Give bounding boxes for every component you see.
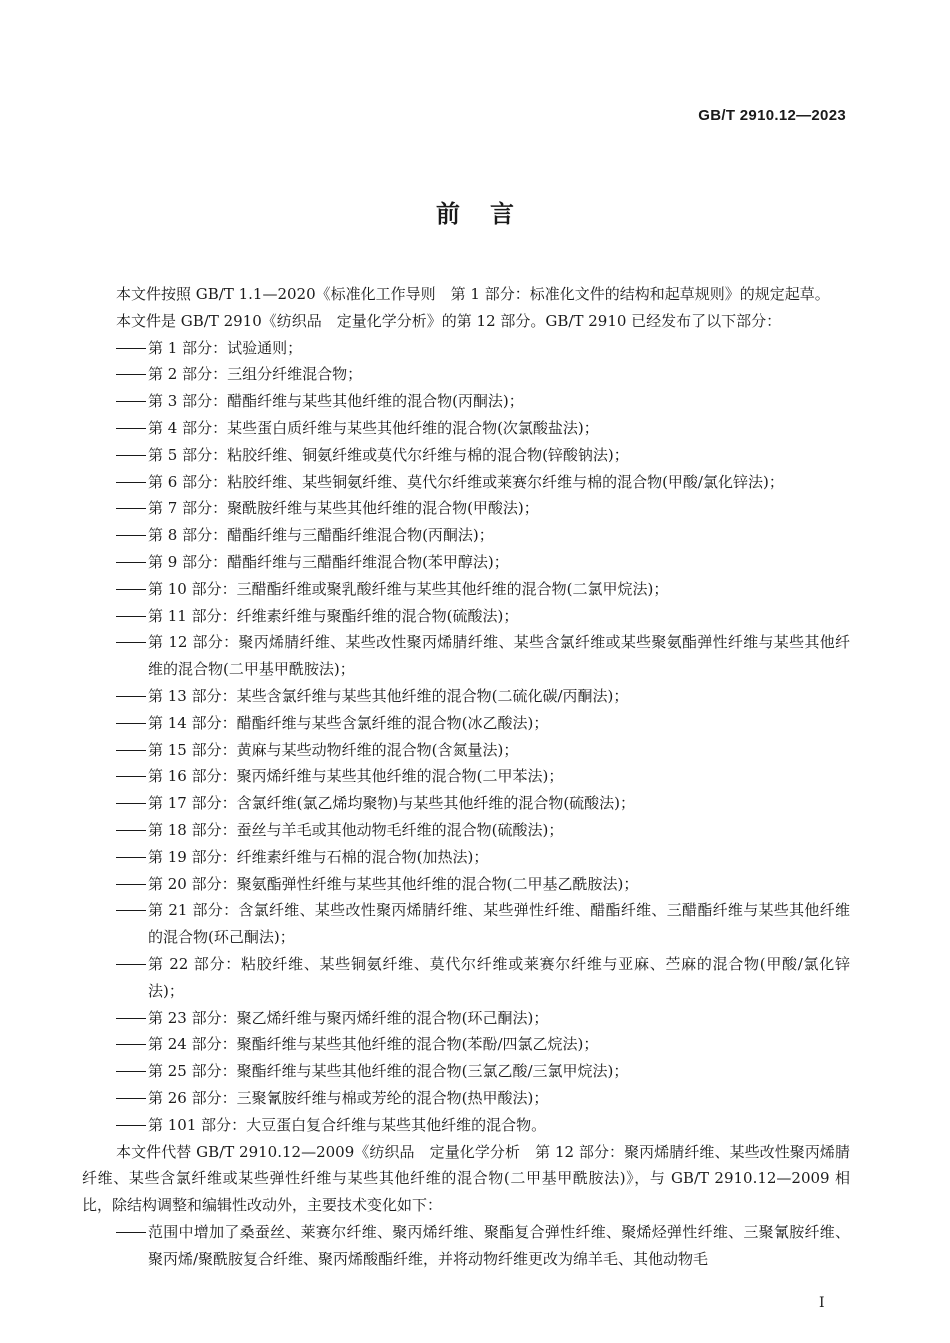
part-item-text: 第 8 部分：醋酯纤维与三醋酯纤维混合物(丙酮法)；	[148, 526, 494, 545]
list-dash	[82, 951, 148, 978]
list-dash	[82, 871, 148, 898]
part-item	[82, 844, 850, 871]
part-item	[82, 576, 850, 603]
list-dash	[82, 1219, 148, 1246]
list-dash	[82, 844, 148, 871]
page-title: 前言	[436, 200, 544, 228]
part-item	[82, 549, 850, 576]
part-item	[82, 361, 850, 388]
part-item	[82, 1005, 850, 1032]
standard-number: GB/T 2910.12—2023	[698, 107, 846, 124]
paragraph-drafting-rules: 本文件按照 GB/T 1.1—2020《标准化工作导则 第 1 部分：标准化文件的结构和起草规则》的规定起草。	[116, 285, 830, 303]
list-dash	[82, 388, 148, 415]
list-dash	[82, 361, 148, 388]
part-item	[82, 1031, 850, 1058]
list-dash	[82, 629, 148, 656]
part-item-text: 第 5 部分：粘胶纤维、铜氨纤维或莫代尔纤维与棉的混合物(锌酸钠法)；	[148, 445, 629, 464]
part-item-text: 第 3 部分：醋酯纤维与某些其他纤维的混合物(丙酮法)；	[148, 392, 524, 411]
part-item	[82, 1058, 850, 1085]
part-item	[82, 817, 850, 844]
part-item-text: 第 7 部分：聚酰胺纤维与某些其他纤维的混合物(甲酸法)；	[148, 499, 539, 518]
list-dash	[82, 1058, 148, 1085]
list-dash	[82, 737, 148, 764]
list-dash	[82, 576, 148, 603]
change-item	[82, 1219, 850, 1273]
part-item	[82, 469, 850, 496]
list-dash	[82, 763, 148, 790]
part-item-text: 第 2 部分：三组分纤维混合物；	[148, 365, 363, 384]
part-item	[82, 1085, 850, 1112]
part-item-text: 第 13 部分：某些含氯纤维与某些其他纤维的混合物(二硫化碳/丙酮法)；	[148, 686, 629, 705]
part-item-text: 第 22 部分：粘胶纤维、某些铜氨纤维、莫代尔纤维或莱赛尔纤维与亚麻、苎麻的混合物(甲酸/氯化锌法)；	[148, 954, 850, 1000]
list-dash	[82, 495, 148, 522]
part-item-text: 第 18 部分：蚕丝与羊毛或其他动物毛纤维的混合物(硫酸法)；	[148, 820, 564, 839]
part-item-text: 第 17 部分：含氯纤维(氯乙烯均聚物)与某些其他纤维的混合物(硫酸法)；	[148, 794, 636, 813]
part-item-text: 第 24 部分：聚酯纤维与某些其他纤维的混合物(苯酚/四氯乙烷法)；	[148, 1035, 599, 1054]
part-item	[82, 629, 850, 683]
part-item-text: 第 9 部分：醋酯纤维与三醋酯纤维混合物(苯甲醇法)；	[148, 552, 509, 571]
list-dash	[82, 415, 148, 442]
list-dash	[82, 710, 148, 737]
part-item-text: 第 10 部分：三醋酯纤维或聚乳酸纤维与某些其他纤维的混合物(二氯甲烷法)；	[148, 579, 669, 598]
document-body	[82, 281, 850, 1272]
changes-list	[82, 1219, 850, 1273]
part-item-text: 第 4 部分：某些蛋白质纤维与某些其他纤维的混合物(次氯酸盐法)；	[148, 418, 599, 437]
part-item-text: 第 21 部分：含氯纤维、某些改性聚丙烯腈纤维、某些弹性纤维、醋酯纤维、三醋酯纤维与某些其他纤维的混合物(环己酮法)；	[148, 901, 850, 947]
part-item	[82, 388, 850, 415]
part-item-text: 第 23 部分：聚乙烯纤维与聚丙烯纤维的混合物(环己酮法)；	[148, 1008, 549, 1027]
list-dash	[82, 1085, 148, 1112]
part-item-text: 第 11 部分：纤维素纤维与聚酯纤维的混合物(硫酸法)；	[148, 606, 519, 625]
part-item-text: 第 101 部分：大豆蛋白复合纤维与某些其他纤维的混合物。	[148, 1115, 547, 1134]
part-item-text: 第 26 部分：三聚氰胺纤维与棉或芳纶的混合物(热甲酸法)；	[148, 1088, 549, 1107]
list-dash	[82, 442, 148, 469]
list-dash	[82, 1005, 148, 1032]
part-item	[82, 1112, 850, 1139]
part-item-text: 第 15 部分：黄麻与某些动物纤维的混合物(含氮量法)；	[148, 740, 519, 759]
paragraph-series-intro: 本文件是 GB/T 2910《纺织品 定量化学分析》的第 12 部分。GB/T 2910 已经发布了以下部分：	[116, 311, 782, 330]
part-item	[82, 897, 850, 951]
list-dash	[82, 790, 148, 817]
part-item	[82, 710, 850, 737]
list-dash	[82, 1112, 148, 1139]
list-dash	[82, 549, 148, 576]
list-dash	[82, 603, 148, 630]
part-item	[82, 335, 850, 362]
list-dash	[82, 522, 148, 549]
list-dash	[82, 1031, 148, 1058]
list-dash	[82, 897, 148, 924]
part-item-text: 第 25 部分：聚酯纤维与某些其他纤维的混合物(三氯乙酸/三氯甲烷法)；	[148, 1062, 629, 1081]
part-item-text: 第 6 部分：粘胶纤维、某些铜氨纤维、莫代尔纤维或莱赛尔纤维与棉的混合物(甲酸/氯化锌法)；	[148, 472, 784, 491]
list-dash	[82, 335, 148, 362]
part-item-text: 第 19 部分：纤维素纤维与石棉的混合物(加热法)；	[148, 847, 489, 866]
list-dash	[82, 469, 148, 496]
part-item-text: 第 12 部分：聚丙烯腈纤维、某些改性聚丙烯腈纤维、某些含氯纤维或某些聚氨酯弹性纤维与某些其他纤维的混合物(二甲基甲酰胺法)；	[148, 633, 850, 679]
part-item	[82, 683, 850, 710]
change-item-text: 范围中增加了桑蚕丝、莱赛尔纤维、聚丙烯纤维、聚酯复合弹性纤维、聚烯烃弹性纤维、三聚氰胺纤维、聚丙烯/聚酰胺复合纤维、聚丙烯酸酯纤维，并将动物纤维更改为绵羊毛、其他动物毛	[148, 1222, 850, 1268]
part-item-text: 第 14 部分：醋酯纤维与某些含氯纤维的混合物(冰乙酸法)；	[148, 713, 549, 732]
part-item	[82, 495, 850, 522]
part-item-text: 第 1 部分：试验通则；	[148, 338, 303, 357]
parts-list	[82, 335, 850, 1139]
part-item	[82, 790, 850, 817]
part-item	[82, 415, 850, 442]
part-item-text: 第 20 部分：聚氨酯弹性纤维与某些其他纤维的混合物(二甲基乙酰胺法)；	[148, 874, 639, 893]
part-item	[82, 737, 850, 764]
list-dash	[82, 817, 148, 844]
part-item	[82, 763, 850, 790]
part-item	[82, 442, 850, 469]
part-item	[82, 522, 850, 549]
part-item	[82, 871, 850, 898]
list-dash	[82, 683, 148, 710]
part-item	[82, 603, 850, 630]
paragraph-replacement: 本文件代替 GB/T 2910.12—2009《纺织品 定量化学分析 第 12 部分：聚丙烯腈纤维、某些改性聚丙烯腈纤维、某些含氯纤维或某些弹性纤维与某些其他纤维的混合物(二甲基甲酰胺法)》，与 GB/T 2910.12—2009 相比，除结构调整和编辑性改动外，主要技术变化如下：	[82, 1142, 850, 1215]
part-item-text: 第 16 部分：聚丙烯纤维与某些其他纤维的混合物(二甲苯法)；	[148, 767, 564, 786]
part-item	[82, 951, 850, 1005]
page-number: I	[819, 1295, 825, 1311]
